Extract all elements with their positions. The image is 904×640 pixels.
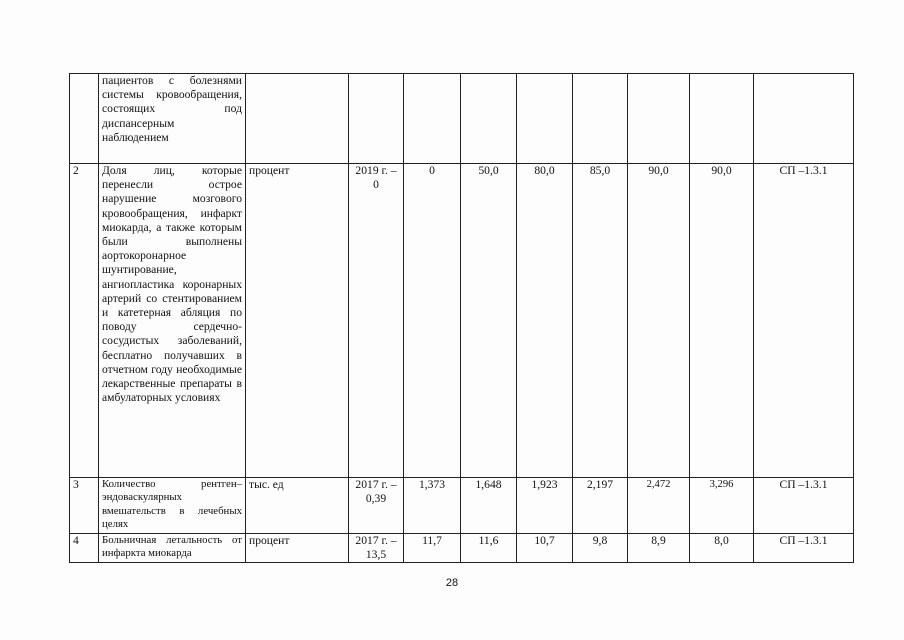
base-value-cell: 2017 г. – 0,39 — [349, 478, 404, 534]
base-value-cell: 2019 г. – 0 — [349, 164, 404, 478]
unit-cell: процент — [246, 534, 349, 563]
indicator-description-cell: Доля лиц, которые перенесли острое нарушение мозгового кровообращения, инфаркт миокарда, а также которым были выполнены аортокоронарное шунтирование, ангиопластика коронарных артерий со стентированием и катетерная абляция по поводу сердечно-сосудистых заболеваний, бесплатно получавших в отчетном году необходимые лекарственные препараты в амбулаторных условиях — [99, 164, 246, 478]
value-cell: 1,373 — [404, 478, 461, 534]
empty-cell — [461, 74, 517, 164]
value-cell: 11,7 — [404, 534, 461, 563]
program-code-cell: СП –1.3.1 — [754, 164, 854, 478]
empty-cell — [246, 74, 349, 164]
value-cell: 50,0 — [461, 164, 517, 478]
row-number-cell — [70, 74, 99, 164]
value-cell: 8,0 — [690, 534, 754, 563]
page-number: 28 — [445, 577, 459, 589]
empty-cell — [349, 74, 404, 164]
value-cell: 85,0 — [573, 164, 628, 478]
indicator-description-cell: пациентов с болезнями системы кровообращения, состоящих под диспансерным наблюдением — [99, 74, 246, 164]
row-number-cell: 4 — [70, 534, 99, 563]
table-row — [70, 164, 854, 478]
table-row — [70, 478, 854, 534]
empty-cell — [517, 74, 573, 164]
indicators-table — [69, 73, 854, 563]
value-cell: 3,296 — [690, 478, 754, 534]
value-cell: 8,9 — [628, 534, 690, 563]
empty-cell — [690, 74, 754, 164]
value-cell: 2,472 — [628, 478, 690, 534]
value-cell: 11,6 — [461, 534, 517, 563]
value-cell: 10,7 — [517, 534, 573, 563]
indicator-description-cell: Больничная летальность от инфаркта миокарда — [99, 534, 246, 563]
value-cell: 1,648 — [461, 478, 517, 534]
value-cell: 1,923 — [517, 478, 573, 534]
program-code-cell: СП –1.3.1 — [754, 478, 854, 534]
base-value-cell: 2017 г. – 13,5 — [349, 534, 404, 563]
program-code-cell: СП –1.3.1 — [754, 534, 854, 563]
row-number-cell: 2 — [70, 164, 99, 478]
value-cell: 2,197 — [573, 478, 628, 534]
value-cell: 9,8 — [573, 534, 628, 563]
table-row — [70, 74, 854, 164]
empty-cell — [573, 74, 628, 164]
empty-cell — [404, 74, 461, 164]
indicator-description-cell: Количество рентген–эндоваскулярных вмешательств в лечебных целях — [99, 478, 246, 534]
table-row — [70, 534, 854, 563]
value-cell: 90,0 — [690, 164, 754, 478]
value-cell: 80,0 — [517, 164, 573, 478]
empty-cell — [754, 74, 854, 164]
value-cell: 90,0 — [628, 164, 690, 478]
unit-cell: процент — [246, 164, 349, 478]
value-cell: 0 — [404, 164, 461, 478]
empty-cell — [628, 74, 690, 164]
unit-cell: тыс. ед — [246, 478, 349, 534]
row-number-cell: 3 — [70, 478, 99, 534]
